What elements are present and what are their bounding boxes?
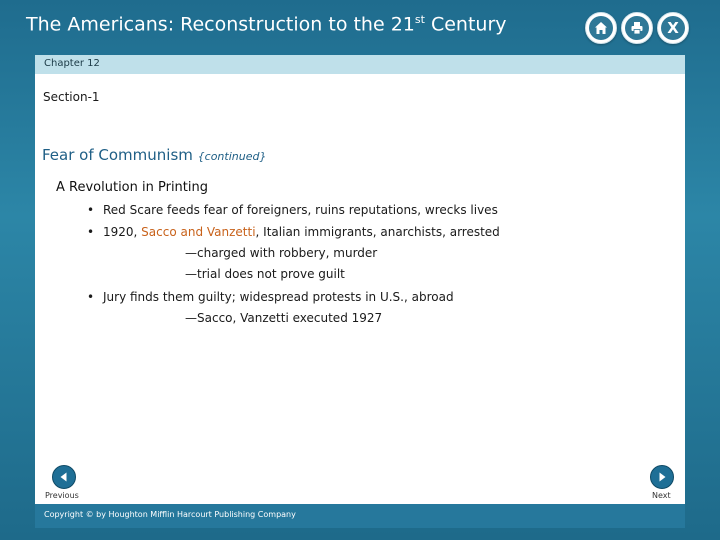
copyright-text: Copyright © by Houghton Mifflin Harcourt Publishing Company bbox=[44, 510, 296, 519]
close-button[interactable] bbox=[657, 12, 689, 44]
bullet-glyph: • bbox=[87, 203, 95, 217]
dash-item: —charged with robbery, murder bbox=[185, 246, 378, 260]
chapter-label: Chapter 12 bbox=[44, 58, 100, 69]
chapter-bar bbox=[35, 55, 685, 74]
slide-subhead: A Revolution in Printing bbox=[56, 180, 208, 195]
section-label: Section-1 bbox=[43, 90, 100, 104]
dash-glyph: — bbox=[185, 267, 197, 281]
arrow-left-icon bbox=[58, 471, 70, 483]
bullet-item: • 1920, Sacco and Vanzetti, Italian immigrants, anarchists, arrested bbox=[87, 225, 500, 239]
app-title: The Americans: Reconstruction to the 21st Century bbox=[26, 13, 507, 36]
slide-title bbox=[42, 146, 266, 164]
dash-glyph: — bbox=[185, 246, 197, 260]
bullet-item: • Red Scare feeds fear of foreigners, ruins reputations, wrecks lives bbox=[87, 203, 498, 217]
home-icon bbox=[589, 16, 613, 40]
bullet-glyph: • bbox=[87, 225, 95, 239]
dash-item: —trial does not prove guilt bbox=[185, 267, 345, 281]
next-label[interactable]: Next bbox=[652, 491, 671, 500]
dash-item: —Sacco, Vanzetti executed 1927 bbox=[185, 311, 383, 325]
slide-title-note: {continued} bbox=[197, 150, 267, 163]
previous-label[interactable]: Previous bbox=[45, 491, 79, 500]
print-button[interactable] bbox=[621, 12, 653, 44]
print-icon bbox=[625, 16, 649, 40]
slide-content bbox=[35, 74, 685, 504]
arrow-right-icon bbox=[656, 471, 668, 483]
dash-glyph: — bbox=[185, 311, 197, 325]
header-bar bbox=[0, 0, 720, 54]
footer-bar bbox=[35, 504, 685, 528]
bullet-item: • Jury finds them guilty; widespread protests in U.S., abroad bbox=[87, 290, 454, 304]
home-button[interactable] bbox=[585, 12, 617, 44]
close-icon: X bbox=[661, 16, 685, 40]
highlighted-name: Sacco and Vanzetti bbox=[141, 225, 256, 239]
bullet-glyph: • bbox=[87, 290, 95, 304]
next-button[interactable] bbox=[650, 465, 674, 489]
previous-button[interactable] bbox=[52, 465, 76, 489]
slide-title-text: Fear of Communism bbox=[42, 146, 193, 164]
